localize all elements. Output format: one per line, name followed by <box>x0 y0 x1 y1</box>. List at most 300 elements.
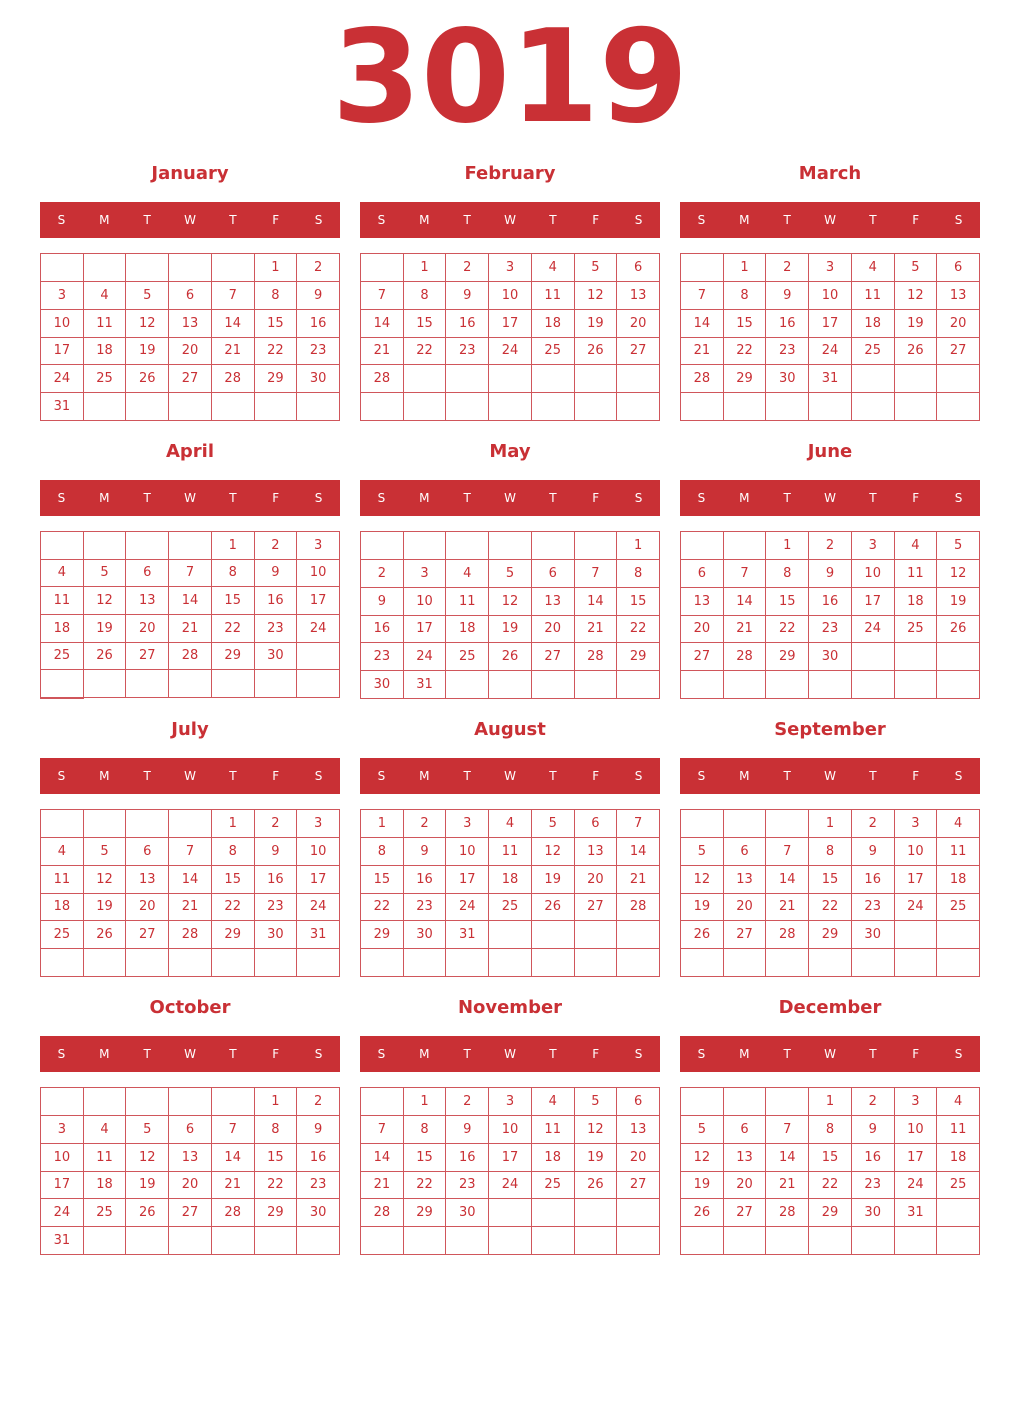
day-cell <box>617 671 660 699</box>
day-cell <box>617 393 660 421</box>
day-cell: 14 <box>766 1144 809 1172</box>
day-cell: 28 <box>361 365 404 393</box>
day-cell <box>617 1199 660 1227</box>
day-cell: 29 <box>404 1199 447 1227</box>
weekday-label: S <box>697 491 706 505</box>
day-cell: 10 <box>297 560 340 588</box>
day-cell: 2 <box>446 254 489 282</box>
weekday-label: S <box>57 769 66 783</box>
day-grid <box>40 1087 340 1255</box>
weekday-label: W <box>184 769 196 783</box>
day-cell: 11 <box>532 282 575 310</box>
day-cell: 13 <box>126 587 169 615</box>
day-cell: 28 <box>724 643 767 671</box>
day-cell: 7 <box>766 1116 809 1144</box>
day-cell: 5 <box>681 838 724 866</box>
day-cell: 19 <box>681 1172 724 1200</box>
day-cell: 22 <box>361 894 404 922</box>
day-cell: 30 <box>446 1199 489 1227</box>
day-cell: 7 <box>212 282 255 310</box>
weekday-label: S <box>954 491 963 505</box>
weekday-label: S <box>377 213 386 227</box>
day-cell: 28 <box>766 921 809 949</box>
day-cell: 21 <box>724 616 767 644</box>
day-cell: 5 <box>84 838 127 866</box>
day-cell: 3 <box>297 532 340 560</box>
day-cell <box>361 949 404 977</box>
day-cell: 20 <box>575 866 618 894</box>
day-cell: 1 <box>404 254 447 282</box>
day-cell <box>809 949 852 977</box>
day-cell <box>766 393 809 421</box>
day-cell: 10 <box>852 560 895 588</box>
day-cell <box>297 643 340 671</box>
day-cell: 21 <box>361 338 404 366</box>
day-cell <box>41 810 84 838</box>
day-cell: 22 <box>255 1172 298 1200</box>
day-cell <box>575 532 618 560</box>
day-cell: 23 <box>766 338 809 366</box>
weekday-label: T <box>143 213 151 227</box>
weekday-label: F <box>912 1047 920 1061</box>
day-cell <box>212 949 255 977</box>
weekday-label: S <box>57 213 66 227</box>
day-cell: 25 <box>489 894 532 922</box>
day-cell: 5 <box>575 254 618 282</box>
day-cell: 13 <box>126 866 169 894</box>
day-grid <box>360 253 660 421</box>
day-cell: 7 <box>617 810 660 838</box>
day-cell <box>489 532 532 560</box>
day-cell <box>255 393 298 421</box>
day-cell: 7 <box>169 838 212 866</box>
day-cell: 12 <box>575 1116 618 1144</box>
day-grid <box>360 531 660 699</box>
day-cell: 9 <box>361 588 404 616</box>
day-cell: 25 <box>532 338 575 366</box>
day-cell: 11 <box>937 1116 980 1144</box>
weekday-label: T <box>229 769 237 783</box>
day-grid <box>40 809 340 977</box>
day-cell: 23 <box>446 1172 489 1200</box>
day-cell <box>84 1088 127 1116</box>
day-cell: 11 <box>852 282 895 310</box>
weekday-label: F <box>592 1047 600 1061</box>
day-cell: 25 <box>41 643 84 671</box>
day-cell: 27 <box>681 643 724 671</box>
day-cell: 8 <box>255 282 298 310</box>
day-cell: 14 <box>212 1144 255 1172</box>
day-cell: 3 <box>895 1088 938 1116</box>
day-cell: 19 <box>575 310 618 338</box>
day-cell <box>489 393 532 421</box>
day-cell: 31 <box>41 1227 84 1255</box>
day-cell <box>126 810 169 838</box>
day-cell: 8 <box>809 1116 852 1144</box>
day-cell: 21 <box>681 338 724 366</box>
day-cell: 24 <box>895 894 938 922</box>
day-cell: 7 <box>724 560 767 588</box>
day-cell: 13 <box>724 1144 767 1172</box>
day-cell <box>361 254 404 282</box>
day-cell: 4 <box>895 532 938 560</box>
weekday-header <box>680 480 980 516</box>
day-cell <box>766 810 809 838</box>
day-cell <box>532 921 575 949</box>
weekday-label: T <box>463 1047 471 1061</box>
day-cell: 17 <box>852 588 895 616</box>
day-cell: 18 <box>937 866 980 894</box>
weekday-label: T <box>869 491 877 505</box>
day-cell <box>84 254 127 282</box>
weekday-label: W <box>824 769 836 783</box>
day-cell: 4 <box>937 1088 980 1116</box>
day-grid <box>680 531 980 699</box>
day-cell: 4 <box>41 560 84 588</box>
day-cell: 21 <box>169 615 212 643</box>
day-grid <box>680 809 980 977</box>
day-cell: 15 <box>212 866 255 894</box>
day-cell: 1 <box>212 532 255 560</box>
day-cell: 14 <box>169 587 212 615</box>
weekday-header <box>40 202 340 238</box>
day-cell <box>169 254 212 282</box>
day-cell: 9 <box>297 1116 340 1144</box>
day-cell: 16 <box>766 310 809 338</box>
weekday-label: T <box>463 491 471 505</box>
weekday-label: S <box>634 213 643 227</box>
day-cell: 6 <box>617 1088 660 1116</box>
day-cell: 9 <box>404 838 447 866</box>
day-cell: 23 <box>852 1172 895 1200</box>
day-cell: 31 <box>297 921 340 949</box>
day-cell <box>489 949 532 977</box>
day-cell: 22 <box>404 1172 447 1200</box>
day-cell <box>126 254 169 282</box>
day-cell: 12 <box>126 1144 169 1172</box>
weekday-label: W <box>184 1047 196 1061</box>
day-cell: 12 <box>575 282 618 310</box>
day-cell <box>617 921 660 949</box>
day-cell <box>724 949 767 977</box>
day-cell: 17 <box>809 310 852 338</box>
day-cell <box>255 1227 298 1255</box>
day-cell: 6 <box>126 560 169 588</box>
day-cell: 8 <box>361 838 404 866</box>
day-cell: 23 <box>404 894 447 922</box>
day-cell <box>489 921 532 949</box>
day-cell: 17 <box>489 310 532 338</box>
day-cell <box>361 532 404 560</box>
day-cell: 11 <box>41 587 84 615</box>
day-cell <box>126 949 169 977</box>
day-cell: 17 <box>489 1144 532 1172</box>
day-cell: 10 <box>41 310 84 338</box>
day-cell: 6 <box>724 1116 767 1144</box>
day-cell: 5 <box>937 532 980 560</box>
day-cell: 16 <box>852 1144 895 1172</box>
day-cell: 26 <box>489 643 532 671</box>
day-cell <box>212 1088 255 1116</box>
day-cell: 26 <box>681 1199 724 1227</box>
weekday-label: W <box>184 491 196 505</box>
year-title: 3019 <box>331 3 689 152</box>
day-cell: 24 <box>809 338 852 366</box>
day-cell: 5 <box>681 1116 724 1144</box>
day-cell: 19 <box>681 894 724 922</box>
day-cell <box>895 365 938 393</box>
day-cell: 15 <box>809 866 852 894</box>
weekday-label: F <box>272 491 280 505</box>
day-cell: 16 <box>297 1144 340 1172</box>
day-cell: 27 <box>724 921 767 949</box>
day-cell <box>809 393 852 421</box>
day-cell: 12 <box>532 838 575 866</box>
day-cell: 5 <box>84 560 127 588</box>
day-cell: 5 <box>489 560 532 588</box>
weekday-label: M <box>99 491 110 505</box>
day-cell: 14 <box>361 310 404 338</box>
day-cell: 8 <box>617 560 660 588</box>
day-cell: 1 <box>766 532 809 560</box>
weekday-label: T <box>869 769 877 783</box>
day-cell: 30 <box>297 1199 340 1227</box>
day-cell: 5 <box>126 282 169 310</box>
weekday-label: F <box>272 213 280 227</box>
day-cell: 11 <box>41 866 84 894</box>
day-cell: 2 <box>852 1088 895 1116</box>
weekday-label: T <box>869 213 877 227</box>
month-name: January <box>151 163 229 184</box>
day-cell: 10 <box>895 838 938 866</box>
day-grid <box>40 253 340 421</box>
weekday-label: M <box>739 213 750 227</box>
day-cell: 19 <box>895 310 938 338</box>
day-cell: 12 <box>681 1144 724 1172</box>
day-cell: 16 <box>297 310 340 338</box>
day-cell: 22 <box>766 616 809 644</box>
day-cell <box>126 393 169 421</box>
day-cell <box>532 1199 575 1227</box>
day-cell: 28 <box>169 921 212 949</box>
day-cell: 29 <box>809 921 852 949</box>
day-cell: 15 <box>809 1144 852 1172</box>
day-cell: 29 <box>617 643 660 671</box>
day-cell: 22 <box>809 1172 852 1200</box>
day-cell <box>937 949 980 977</box>
day-cell: 5 <box>126 1116 169 1144</box>
weekday-label: F <box>912 491 920 505</box>
weekday-label: W <box>824 213 836 227</box>
day-cell: 26 <box>681 921 724 949</box>
day-cell <box>852 949 895 977</box>
weekday-label: F <box>592 491 600 505</box>
day-cell: 18 <box>895 588 938 616</box>
day-cell <box>404 1227 447 1255</box>
day-cell: 29 <box>361 921 404 949</box>
weekday-label: W <box>824 491 836 505</box>
day-cell: 14 <box>724 588 767 616</box>
day-cell: 19 <box>126 1172 169 1200</box>
day-cell <box>937 643 980 671</box>
day-cell: 26 <box>575 1172 618 1200</box>
month-name: May <box>489 441 531 462</box>
day-cell: 3 <box>895 810 938 838</box>
day-cell: 9 <box>852 1116 895 1144</box>
day-cell: 10 <box>404 588 447 616</box>
day-cell <box>809 1227 852 1255</box>
day-cell <box>212 670 255 698</box>
day-cell: 10 <box>41 1144 84 1172</box>
day-cell: 3 <box>489 254 532 282</box>
day-cell <box>41 949 84 977</box>
day-cell: 29 <box>255 1199 298 1227</box>
day-cell: 4 <box>489 810 532 838</box>
day-cell: 12 <box>937 560 980 588</box>
day-cell <box>297 670 340 698</box>
day-cell: 5 <box>575 1088 618 1116</box>
weekday-label: W <box>824 1047 836 1061</box>
day-cell: 3 <box>852 532 895 560</box>
day-cell: 4 <box>84 282 127 310</box>
day-cell <box>766 1088 809 1116</box>
day-cell: 13 <box>937 282 980 310</box>
day-cell: 6 <box>937 254 980 282</box>
day-cell: 9 <box>766 282 809 310</box>
day-cell <box>937 1227 980 1255</box>
day-cell: 25 <box>532 1172 575 1200</box>
day-cell <box>404 949 447 977</box>
day-cell <box>852 365 895 393</box>
day-cell <box>361 393 404 421</box>
weekday-header <box>360 202 660 238</box>
weekday-label: F <box>592 213 600 227</box>
day-cell: 22 <box>212 615 255 643</box>
weekday-label: T <box>783 491 791 505</box>
day-cell <box>895 671 938 699</box>
day-cell: 20 <box>681 616 724 644</box>
month-name: August <box>474 719 546 740</box>
day-cell: 28 <box>361 1199 404 1227</box>
day-cell: 22 <box>724 338 767 366</box>
day-cell: 10 <box>489 282 532 310</box>
day-cell <box>169 532 212 560</box>
day-cell: 6 <box>724 838 767 866</box>
day-cell: 27 <box>532 643 575 671</box>
day-cell <box>446 1227 489 1255</box>
day-grid <box>40 531 340 699</box>
day-cell: 24 <box>446 894 489 922</box>
day-cell: 1 <box>255 1088 298 1116</box>
day-cell <box>681 1088 724 1116</box>
day-cell <box>809 671 852 699</box>
day-cell <box>617 365 660 393</box>
day-cell: 13 <box>169 1144 212 1172</box>
day-cell: 26 <box>84 643 127 671</box>
day-cell <box>446 949 489 977</box>
day-cell: 18 <box>532 1144 575 1172</box>
day-cell <box>766 671 809 699</box>
day-cell: 21 <box>212 338 255 366</box>
day-cell <box>724 1088 767 1116</box>
day-cell: 23 <box>255 615 298 643</box>
day-cell: 20 <box>617 310 660 338</box>
weekday-label: S <box>314 491 323 505</box>
day-cell: 24 <box>489 1172 532 1200</box>
day-cell: 13 <box>575 838 618 866</box>
day-cell: 23 <box>852 894 895 922</box>
day-cell: 31 <box>446 921 489 949</box>
weekday-label: F <box>912 769 920 783</box>
day-cell <box>766 1227 809 1255</box>
day-cell <box>84 1227 127 1255</box>
day-cell: 18 <box>532 310 575 338</box>
day-cell: 18 <box>937 1144 980 1172</box>
day-cell <box>895 1227 938 1255</box>
day-cell: 26 <box>126 365 169 393</box>
weekday-label: M <box>739 769 750 783</box>
day-cell: 25 <box>446 643 489 671</box>
day-cell: 14 <box>169 866 212 894</box>
day-cell: 30 <box>852 921 895 949</box>
month-name: October <box>149 997 231 1018</box>
day-cell <box>41 698 84 699</box>
month-name: June <box>807 441 853 462</box>
day-cell: 28 <box>575 643 618 671</box>
day-cell: 10 <box>489 1116 532 1144</box>
weekday-label: F <box>912 213 920 227</box>
day-cell <box>169 949 212 977</box>
day-cell <box>212 254 255 282</box>
day-cell: 17 <box>404 616 447 644</box>
day-cell <box>532 1227 575 1255</box>
day-cell: 5 <box>895 254 938 282</box>
day-cell: 19 <box>532 866 575 894</box>
weekday-label: T <box>549 491 557 505</box>
day-cell: 14 <box>212 310 255 338</box>
day-cell: 23 <box>361 643 404 671</box>
weekday-label: S <box>314 769 323 783</box>
day-cell: 6 <box>126 838 169 866</box>
weekday-label: T <box>549 769 557 783</box>
day-cell <box>84 949 127 977</box>
day-cell: 17 <box>297 587 340 615</box>
day-cell <box>937 1199 980 1227</box>
weekday-label: F <box>272 1047 280 1061</box>
day-cell <box>169 1088 212 1116</box>
day-cell: 13 <box>617 282 660 310</box>
day-cell: 17 <box>446 866 489 894</box>
day-cell <box>41 670 84 698</box>
day-cell: 10 <box>446 838 489 866</box>
day-cell: 27 <box>169 365 212 393</box>
day-cell: 30 <box>809 643 852 671</box>
day-cell: 18 <box>84 338 127 366</box>
day-cell <box>404 393 447 421</box>
day-cell: 25 <box>852 338 895 366</box>
day-cell: 28 <box>681 365 724 393</box>
day-cell <box>361 1088 404 1116</box>
day-cell: 19 <box>489 616 532 644</box>
day-cell: 21 <box>766 1172 809 1200</box>
day-cell: 26 <box>575 338 618 366</box>
day-cell: 12 <box>84 866 127 894</box>
day-cell <box>297 949 340 977</box>
day-cell: 2 <box>852 810 895 838</box>
day-cell: 17 <box>41 1172 84 1200</box>
weekday-label: S <box>377 769 386 783</box>
day-cell: 1 <box>724 254 767 282</box>
